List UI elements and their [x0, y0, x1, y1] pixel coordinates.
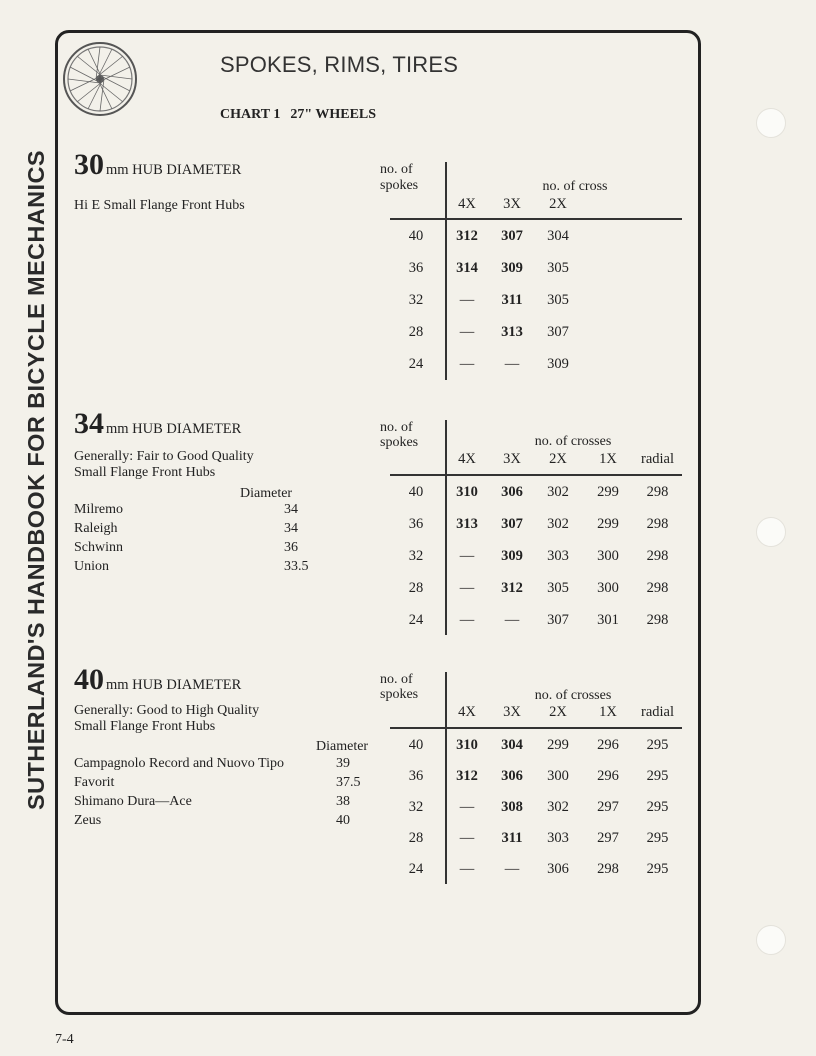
hub-heading-34 — [74, 407, 241, 441]
spoke-count-cell: 28 — [408, 830, 424, 846]
spoke-length-cell: 303 — [547, 830, 569, 846]
spoke-length-cell: 309 — [547, 356, 569, 372]
col-4x: 4X — [458, 704, 476, 720]
spoke-length-cell: 307 — [547, 324, 569, 340]
spoke-length-cell: 300 — [597, 580, 619, 596]
col-2x: 2X — [549, 196, 567, 212]
spoke-length-cell: 298 — [646, 548, 669, 564]
spoke-length-cell: 295 — [646, 830, 669, 846]
spoke-length-cell: 298 — [646, 580, 669, 596]
spoke-length-cell: 300 — [597, 548, 619, 564]
spoke-length-cell: 305 — [547, 292, 569, 308]
spoke-length-cell: 296 — [597, 768, 619, 784]
spoke-length-cell: — — [459, 356, 475, 372]
hub-number: 34 — [74, 407, 104, 440]
spoke-length-cell: 300 — [547, 768, 569, 784]
spoke-count-cell: 24 — [408, 861, 424, 877]
spoke-count-cell: 24 — [408, 356, 424, 372]
spoke-length-cell: 306 — [501, 484, 523, 500]
spoke-length-cell: 299 — [547, 737, 569, 753]
spoke-length-cell: — — [459, 580, 475, 596]
spoke-length-cell: 311 — [501, 830, 523, 846]
spoke-length-cell: 297 — [597, 799, 619, 815]
manufacturer-diameter: 36 — [284, 540, 298, 555]
spoke-length-cell: 303 — [547, 548, 569, 564]
page-number: 7-4 — [55, 1032, 74, 1047]
hub-number: 30 — [74, 148, 104, 181]
spoke-length-cell: — — [459, 830, 475, 846]
manufacturer-diameter: 40 — [336, 813, 350, 828]
spoke-length-cell: 298 — [646, 516, 669, 532]
hub-description — [74, 449, 254, 481]
spoke-count-cell: 24 — [408, 612, 424, 628]
manufacturer-diameter: 39 — [336, 756, 350, 771]
manufacturer-name: Favorit — [74, 775, 115, 790]
spoke-count-cell: 28 — [408, 324, 424, 340]
spoke-length-cell: — — [459, 548, 475, 564]
manufacturer-row — [74, 500, 324, 519]
spoke-length-cell: 314 — [456, 260, 478, 276]
diameter-header: Diameter — [240, 486, 293, 501]
spoke-length-cell: 309 — [501, 260, 523, 276]
spoke-length-cell: 305 — [547, 580, 569, 596]
col-spokes-label-2: spokes — [380, 178, 419, 193]
description-line: Small Flange Front Hubs — [74, 465, 216, 480]
binder-hole — [756, 925, 786, 955]
spoke-length-cell: 310 — [456, 484, 478, 500]
manufacturer-diameter: 33.5 — [284, 559, 309, 574]
spoke-length-cell: 302 — [547, 799, 569, 815]
spoke-length-cell: 296 — [597, 737, 619, 753]
hub-heading-text: mm HUB DIAMETER — [106, 677, 242, 693]
spoke-length-cell: 307 — [501, 228, 523, 244]
hub-heading-text: mm HUB DIAMETER — [106, 162, 242, 178]
manufacturer-diameter: 34 — [284, 502, 298, 517]
spoke-length-cell: 306 — [547, 861, 569, 877]
spoke-length-cell: 295 — [646, 737, 669, 753]
spoke-length-cell: 299 — [597, 516, 619, 532]
spoke-length-cell: 313 — [456, 516, 478, 532]
col-radial: radial — [640, 451, 674, 467]
col-2x: 2X — [549, 704, 567, 720]
spoke-length-cell: 295 — [646, 768, 669, 784]
manufacturer-diameter: 37.5 — [336, 775, 361, 790]
hub-description — [74, 703, 259, 735]
manufacturer-row — [74, 557, 324, 576]
manufacturer-name: Union — [74, 559, 109, 574]
spoke-length-cell: 302 — [547, 516, 569, 532]
description-line: Generally: Fair to Good Quality — [74, 449, 254, 464]
spine-title: SUTHERLAND'S HANDBOOK FOR BICYCLE MECHANICS — [23, 150, 49, 810]
spoke-length-cell: 304 — [547, 228, 569, 244]
spoke-length-cell: — — [459, 292, 475, 308]
hub-heading-30 — [74, 148, 241, 182]
binder-hole — [756, 108, 786, 138]
manufacturer-list — [74, 500, 324, 576]
spoke-length-cell: 304 — [501, 737, 523, 753]
spoke-length-cell: — — [504, 612, 520, 628]
manufacturer-row — [74, 773, 384, 792]
table-hline — [390, 218, 682, 220]
manufacturer-name: Zeus — [74, 813, 102, 828]
spoke-count-cell: 36 — [408, 768, 424, 784]
manufacturer-list — [74, 754, 384, 830]
spoke-count-cell: 28 — [408, 580, 424, 596]
spoke-count-cell: 36 — [408, 260, 424, 276]
spoke-length-cell: 312 — [456, 768, 478, 784]
col-cross-label: no. of crosses — [534, 688, 612, 703]
col-spokes-label-1: no. of — [380, 672, 413, 687]
table-hline — [390, 727, 682, 729]
col-spokes-label-2: spokes — [380, 687, 419, 702]
spoke-length-cell: 298 — [646, 612, 669, 628]
diameter-header: Diameter — [316, 739, 369, 754]
spoke-length-cell: 306 — [501, 768, 523, 784]
col-spokes-label-1: no. of — [380, 162, 413, 177]
manufacturer-name: Raleigh — [74, 521, 118, 536]
spoke-length-cell: 302 — [547, 484, 569, 500]
manufacturer-name: Milremo — [74, 502, 123, 517]
spoke-length-cell: 310 — [456, 737, 478, 753]
manufacturer-name: Schwinn — [74, 540, 123, 555]
spoke-length-cell: — — [504, 861, 520, 877]
spoke-length-cell: 312 — [501, 580, 523, 596]
col-1x: 1X — [599, 704, 617, 720]
col-4x: 4X — [458, 451, 476, 467]
spoke-count-cell: 40 — [408, 484, 424, 500]
spoke-length-cell: — — [459, 612, 475, 628]
col-3x: 3X — [503, 704, 521, 720]
col-spokes-label-1: no. of — [380, 420, 413, 435]
wheel-icon — [61, 40, 139, 118]
spoke-length-cell: — — [459, 861, 475, 877]
spoke-length-cell: — — [504, 356, 520, 372]
col-3x: 3X — [503, 196, 521, 212]
spoke-length-cell: 297 — [597, 830, 619, 846]
manufacturer-name: Shimano Dura—Ace — [74, 794, 192, 809]
spoke-length-cell: 305 — [547, 260, 569, 276]
spoke-length-cell: 299 — [597, 484, 619, 500]
spoke-length-cell: 313 — [501, 324, 523, 340]
col-spokes-label-2: spokes — [380, 435, 419, 450]
spoke-length-cell: 309 — [501, 548, 523, 564]
spoke-count-cell: 32 — [408, 292, 424, 308]
spoke-length-cell: 307 — [501, 516, 523, 532]
spoke-length-cell: 307 — [547, 612, 569, 628]
spoke-length-cell: 311 — [501, 292, 523, 308]
col-4x: 4X — [458, 196, 476, 212]
spoke-length-cell: 301 — [597, 612, 619, 628]
hub-heading-text: mm HUB DIAMETER — [106, 421, 242, 437]
col-3x: 3X — [503, 451, 521, 467]
hub-heading-40 — [74, 663, 241, 697]
col-radial: radial — [640, 704, 674, 720]
hub-description: Hi E Small Flange Front Hubs — [74, 198, 245, 213]
manufacturer-diameter: 34 — [284, 521, 298, 536]
spoke-count-cell: 40 — [408, 737, 424, 753]
manufacturer-row — [74, 792, 384, 811]
binder-hole — [756, 517, 786, 547]
spoke-count-cell: 40 — [408, 228, 424, 244]
spoke-length-cell: 312 — [456, 228, 478, 244]
manufacturer-name: Campagnolo Record and Nuovo Tipo — [74, 756, 284, 771]
manufacturer-row — [74, 811, 384, 830]
col-cross-label: no. of cross — [542, 179, 608, 194]
col-1x: 1X — [599, 451, 617, 467]
description-line: Small Flange Front Hubs — [74, 719, 216, 734]
spoke-length-cell: — — [459, 799, 475, 815]
spoke-length-cell: 295 — [646, 799, 669, 815]
col-2x: 2X — [549, 451, 567, 467]
spoke-length-cell: 298 — [597, 861, 619, 877]
spoke-length-cell: — — [459, 324, 475, 340]
manufacturer-diameter: 38 — [336, 794, 350, 809]
manufacturer-row — [74, 754, 384, 773]
description-line: Generally: Good to High Quality — [74, 703, 260, 718]
spoke-count-cell: 36 — [408, 516, 424, 532]
hub-number: 40 — [74, 663, 104, 696]
chart-label — [220, 107, 376, 123]
spoke-length-cell: 308 — [501, 799, 523, 815]
chart-subtitle: 27" WHEELS — [290, 107, 377, 122]
manufacturer-row — [74, 519, 324, 538]
spoke-length-cell: 298 — [646, 484, 669, 500]
manufacturer-row — [74, 538, 324, 557]
table-hline — [390, 474, 682, 476]
page-title: SPOKES, RIMS, TIRES — [220, 52, 459, 77]
spoke-count-cell: 32 — [408, 799, 424, 815]
spoke-count-cell: 32 — [408, 548, 424, 564]
chart-number: CHART 1 — [220, 107, 281, 122]
col-cross-label: no. of crosses — [534, 434, 612, 449]
spoke-length-cell: 295 — [646, 861, 669, 877]
